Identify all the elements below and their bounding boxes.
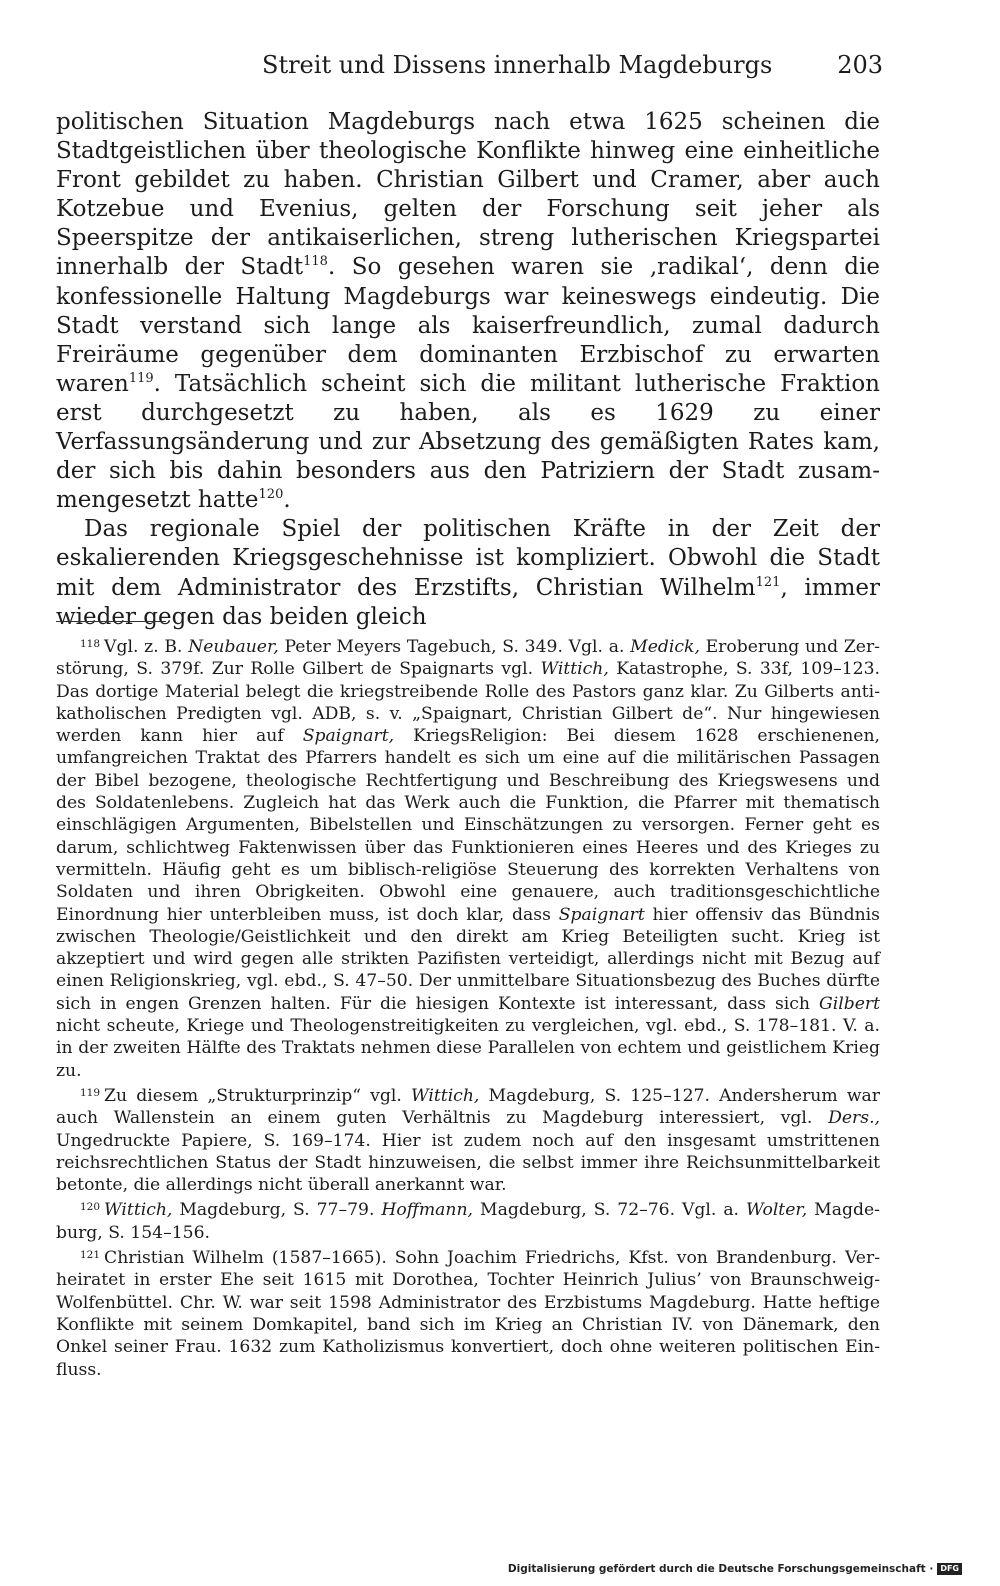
paragraph-1: politischen Situation Magdeburgs nach etwa 1625 scheinen die Stadtgeistlichen über theologische Konflikte hinweg eine einheitliche Front gebildet zu haben. Christian Gilbert und Cramer, aber auch Kotzebue und Evenius, gelten der Forschung seit jeher als Speerspitze der antikaiserlichen, streng lutherischen Kriegspartei innerhalb der Stadt$^{118}$. So gesehen waren sie ‚radikal‘, denn die konfessionelle Haltung Magdeburgs war keineswegs eindeutig. Die Stadt verstand sich lange als kaiserfreundlich, zumal dadurch Freiräume gegenüber dem dominanten Erzbischof zu erwarten waren$^{119}$. Tatsächlich scheint sich die militant lutherische Fraktion erst durchgesetzt zu haben, als es 1629 zu einer Verfassungsänderung und zur Absetzung des gemäßigten Rates kam, der sich bis dahin besonders aus den Patriziern der Stadt zusammengesetzt hatte$^{120}$. bbox=[56, 109, 880, 514]
footnote-120: $^{120}$ Wittich, Magdeburg, S. 77–79. Hoffmann, Magdeburg, S. 72–76. Vgl. a. Wolter, Magdeburg, S. 154–156. bbox=[56, 1200, 880, 1243]
footnote-number: 121 bbox=[80, 1249, 101, 1262]
footnote-118: $^{118}$ Vgl. z. B. Neubauer, Peter Meyers Tagebuch, S. 349. Vgl. a. Medick, Eroberung und Zerstörung, S. 379f. Zur Rolle Gilbert de Spaignarts vgl. Wittich, Katastrophe, S. 33f, 109–123. Das dortige Material belegt die kriegstreibende Rolle des Pastors ganz klar. Zu Gilberts antikatholischen Predigten vgl. ADB, s. v. „Spaignart, Christian Gilbert de“. Nur hingewiesen werden kann hier auf Spaignart, KriegsReligion: Bei diesem 1628 erschienenen, umfangreichen Traktat des Pfarrers handelt es sich um eine auf die militärischen Passagen der Bibel bezogene, theologische Rechtfertigung und Beschreibung des Kriegswesens und des Soldatenlebens. Zugleich hat das Werk auch die Funktion, die Pfarrer mit thematisch einschlägigen Argumenten, Bibelstellen und Einschätzungen zu versorgen. Ferner geht es darum, schlichtweg Faktenwissen über das Funktionieren eines Heeres und des Krieges zu vermitteln. Häufig geht es um biblisch-religiöse Steuerung des korrekten Verhaltens von Soldaten und ihren Obrigkeiten. Obwohl eine genauere, auch traditionsgeschichtliche Einordnung hier unterbleiben muss, ist doch klar, dass Spaignart hier offensiv das Bündnis zwischen Theologie/Geistlichkeit und den direkt am Krieg Beteiligten sucht. Krieg ist akzeptiert und wird gegen alle strikten Pazifisten verteidigt, allerdings nicht mit Bezug auf einen Religionskrieg, vgl. ebd., S. 47–50. Der unmittelbare Situationsbezug des Buches dürfte sich in engen Grenzen halten. Für die hiesigen Kontexte ist interessant, dass sich Gilbert nicht scheute, Kriege und Theologenstreitigkeiten zu vergleichen, vgl. ebd., S. 178–181. V. a. in der zweiten Hälfte des Traktats nehmen diese Parallelen von echtem und geistlichem Krieg zu. bbox=[56, 637, 881, 1081]
dfg-logo-icon: DFG bbox=[937, 1563, 962, 1575]
footnote-ref-121: 121 bbox=[755, 574, 781, 590]
footnote-121: $^{121}$ Christian Wilhelm (1587–1665). Sohn Joachim Friedrichs, Kfst. von Brandenburg. Verheiratet in erster Ehe seit 1615 mit Dorothea, Tochter Heinrich Julius’ von Braunschweig-Wolfenbüttel. Chr. W. war seit 1598 Administrator des Erzbistums Magdeburg. Hatte heftige Konflikte mit seinem Domkapitel, band sich im Krieg an Christian IV. von Dänemark, den Onkel seiner Frau. 1632 zum Katholizismus konvertiert, doch ohne weiteren politischen Einfluss. bbox=[56, 1248, 880, 1380]
running-header: Streit und Dissens innerhalb Magdeburgs bbox=[262, 51, 773, 79]
footnote-ref-119: 119 bbox=[128, 370, 154, 386]
main-text bbox=[56, 108, 880, 632]
footnote-119: $^{119}$ Zu diesem „Strukturprinzip“ vgl. Wittich, Magdeburg, S. 125–127. Andersherum war auch Wallenstein an einem guten Verhältnis zu Magdeburg interessiert, vgl. Ders., Ungedruckte Papiere, S. 169–174. Hier ist zudem noch auf den insgesamt umstrittenen reichsrechtlichen Status der Stadt hinzuweisen, die selbst immer ihre Reichsunmittelbarkeit betonte, die allerdings nicht überall anerkannt war. bbox=[56, 1085, 881, 1196]
footnote-number: 120 bbox=[80, 1201, 101, 1214]
footnotes bbox=[56, 633, 880, 1381]
footnote-separator bbox=[56, 621, 166, 622]
footnote-number: 118 bbox=[80, 638, 101, 650]
credit-text: Digitalisierung gefördert durch die Deutsche Forschungsgemeinschaft · bbox=[507, 1563, 934, 1575]
digitization-credit bbox=[508, 1563, 962, 1575]
page-number: 203 bbox=[837, 51, 883, 79]
paragraph-2: Das regionale Spiel der politischen Kräfte in der Zeit der eskalierenden Kriegsgeschehnisse ist kompliziert. Obwohl die Stadt mit dem Administrator des Erzstifts, Christian Wilhelm$^{121}$, immer wieder gegen das beiden gleich bbox=[56, 516, 880, 630]
footnote-ref-120: 120 bbox=[258, 487, 284, 503]
footnote-number: 119 bbox=[80, 1086, 101, 1099]
footnote-ref-118: 118 bbox=[303, 254, 328, 270]
